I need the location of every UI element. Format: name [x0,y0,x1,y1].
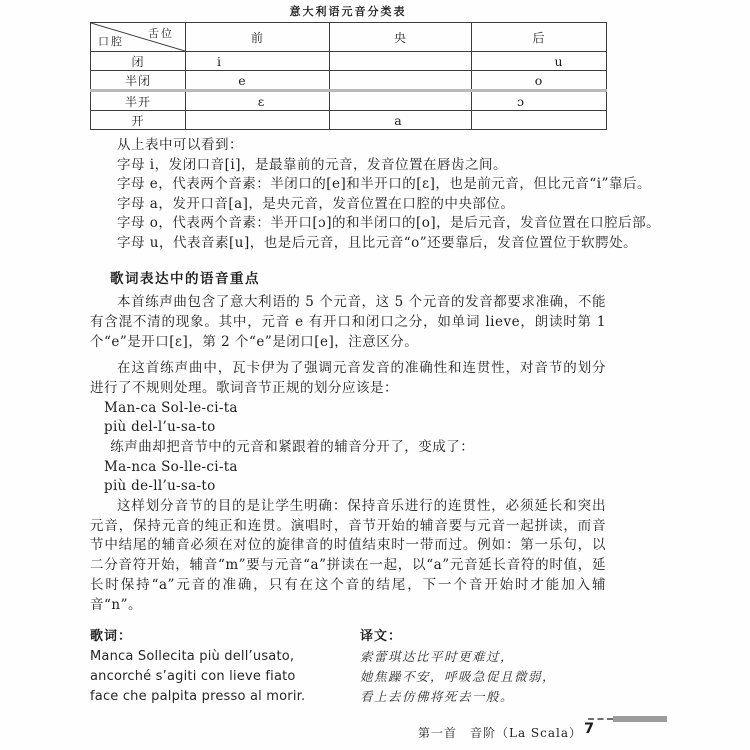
observation-line: 字母 a，发开口音[a]，是央元音，发音位置在口腔的中央部位。 [117,195,515,212]
column-header-back: 后 [472,23,607,52]
row-label-half-closed: 半闭 [91,71,186,91]
table-cell-vowel: o [472,71,607,91]
table-cell-vowel: u [472,52,607,71]
column-header-central: 央 [330,23,472,52]
table-cell-vowel: i [186,52,330,71]
row-label-closed: 闭 [91,52,186,71]
table-cell-vowel [330,91,472,111]
table-cell-vowel: ɛ [186,91,330,111]
translation-line: 看上去仿佛将死去一般。 [360,689,515,704]
observation-line: 字母 o，代表两个音素：半开口[ɔ]的和半闭口的[o]，是后元音，发音位置在口腔后部。 [117,215,661,231]
paragraph-purpose: 这样划分音节的目的是让学生明确：保持音乐进行的连贯性，必须延长和突出元音，保持元音的纯正和连贯。演唱时，音节开始的辅音要与元音一起拼读，而音节中结尾的辅音必须在对位的旋律音的时值结束时一带而过。例如：第一乐句，以二分音符开始，辅音“m”要与元音“a”拼读在一起，以“a”元音延长音符的时值，延长时保持“a”元音的准确，只有在这个音的结尾，下一个音开始时才能加入辅音“n”。 [90,497,606,613]
table-cell-vowel [472,111,607,130]
table-title: 意大利语元音分类表 [289,5,407,18]
paragraph-vowels-overview: 本首练声曲包含了意大利语的 5 个元音，这 5 个元音的发音都要求准确，不能有含混不清的现象。其中，元音 e 有开口和闭口之分，如单词 lieve，朗读时第 1 个“e”是开口[ɛ]，第 2 个“e”是闭口[e]，注意区分。 [90,294,606,350]
diagonal-header-cell [91,23,186,52]
section-heading: 歌词表达中的语音重点 [110,271,260,287]
table-cell-vowel [330,71,472,91]
translation-line: 她焦躁不安，呼吸急促且微弱， [360,669,557,684]
header-oral-cavity: 口腔 [98,35,124,48]
table-observations [90,136,661,253]
lyrics-translation-section [90,627,606,707]
syllable-line-regular: più del-l’u-sa-to [104,419,216,436]
table-cell-vowel [330,52,472,71]
column-header-front: 前 [186,23,330,52]
table-cell-vowel [186,111,330,130]
observation-line: 字母 u，代表音素[u]，也是后元音，且比元音“o”还要靠后，发音位置位于软腭处。 [117,234,638,251]
paragraph-modified-division: 练声曲却把音节中的元音和紧跟着的辅音分开了，变成了： [110,438,475,455]
row-label-half-open: 半开 [91,91,186,111]
table-cell-vowel: e [186,71,330,91]
row-label-open: 开 [91,111,186,130]
lyrics-column [90,627,360,707]
vowel-classification-table [90,22,607,130]
syllable-line-regular: Man-ca Sol-le-ci-ta [104,399,238,416]
lyric-line: face che palpita presso al morir. [90,689,306,704]
observation-line: 字母 i，发闭口音[i]，是最靠前的元音，发音位置在唇齿之间。 [117,156,507,173]
syllable-line-modified: più de-ll’u-sa-to [104,478,216,495]
lyrics-label: 歌词： [90,629,133,644]
translation-line: 索蕾琪达比平时更难过， [360,649,515,664]
lyric-line: Manca Sollecita più dell’usato, [90,649,295,664]
footer-dashed-mark [588,718,613,720]
table-cell-vowel: a [330,111,472,130]
translation-label: 译文： [360,629,403,644]
footer-bar [613,716,667,722]
observation-line: 从上表中可以看到： [117,137,243,153]
content-area [90,0,661,704]
translation-column [360,627,606,707]
table-cell-vowel: ɔ [472,91,607,111]
footer-chapter-title: 第一首 音阶（La Scala） [417,726,582,740]
lyric-line: ancorché s’agiti con lieve fiato [90,669,296,684]
observation-line: 字母 e，代表两个音素：半闭口的[e]和半开口的[ɛ]，也是前元音，但比元音“i”靠后。 [117,176,651,192]
syllable-line-modified: Ma-nca So-lle-ci-ta [104,458,238,475]
page-number: 7 [584,721,595,737]
paragraph-syllable-division: 在这首练声曲中，瓦卡伊为了强调元音发音的准确性和连贯性，对音节的划分进行了不规则处理。歌词音节正规的划分应该是： [90,360,606,397]
header-tongue-position: 舌位 [148,27,174,40]
